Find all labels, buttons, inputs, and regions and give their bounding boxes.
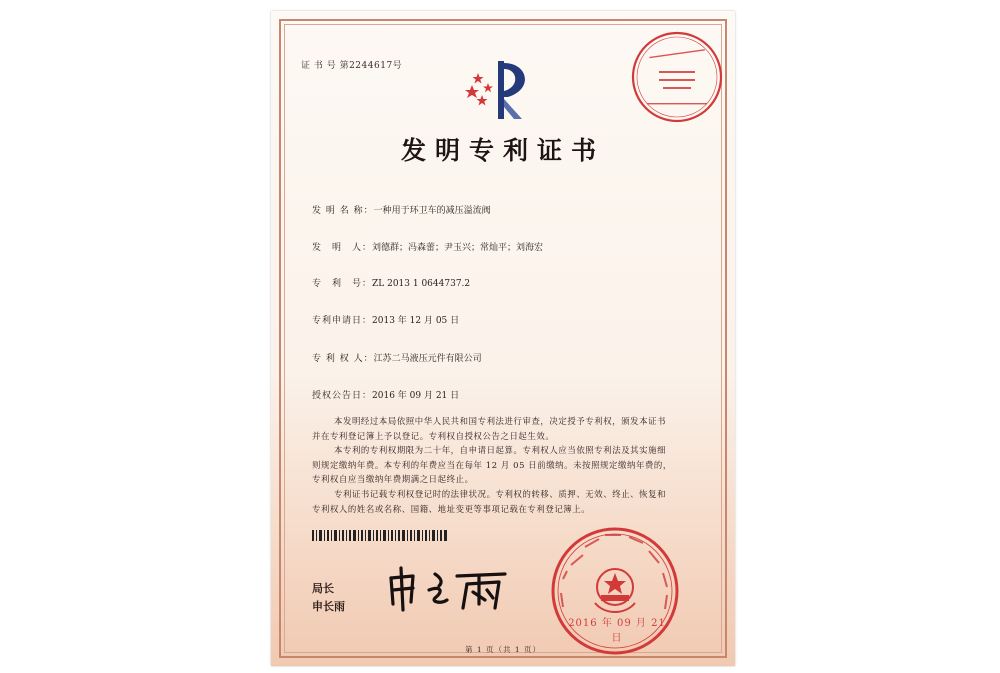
field-value: 刘德群；冯森蕾；尹玉兴；常灿平；刘海宏 bbox=[372, 243, 544, 253]
field-label: 发 明 人： bbox=[312, 243, 373, 253]
field-label: 专利申请日： bbox=[312, 316, 373, 326]
body-line: 专利证书记载专利权登记时的法律状况。专利权的转移、质押、无效、终止、恢复和 bbox=[334, 488, 667, 499]
field-label: 发 明 名 称： bbox=[312, 206, 374, 216]
page-footer: 第 1 页（共 1 页） bbox=[464, 645, 542, 654]
body-line: 并在专利登记簿上予以登记。专利权自授权公告之日起生效。 bbox=[312, 430, 555, 441]
body-line: 则规定缴纳年费。本专利的年费应当在每年 12 月 05 日前缴纳。未按照规定缴纳年费的， bbox=[312, 459, 672, 470]
field-label: 授权公告日： bbox=[312, 391, 373, 401]
director-signature bbox=[383, 564, 511, 612]
body-paragraph bbox=[312, 443, 704, 487]
body-line: 本发明经过本局依照中华人民共和国专利法进行审查，决定授予专利权，颁发本证书 bbox=[334, 416, 667, 426]
field-label: 专 利 权 人： bbox=[312, 354, 374, 364]
field-value: 一种用于环卫车的减压溢流阀 bbox=[373, 206, 491, 216]
cnipa-logo bbox=[464, 55, 544, 125]
certificate-body bbox=[312, 414, 704, 516]
field-value: 2016 年 09 月 21 日 bbox=[372, 391, 460, 401]
field-invention-name bbox=[312, 203, 491, 216]
field-label: 专 利 号： bbox=[312, 279, 373, 289]
seal-date: 2016 年 09 月 21 日 bbox=[568, 618, 666, 644]
field-inventors bbox=[312, 240, 543, 253]
field-value: 江苏二马液压元件有限公司 bbox=[373, 354, 482, 364]
patent-certificate bbox=[271, 11, 735, 666]
director-title: 局长 bbox=[312, 582, 334, 595]
certificate-number: 证 书 号 第2244617号 bbox=[301, 61, 403, 71]
field-value: ZL 2013 1 0644737.2 bbox=[372, 279, 471, 289]
body-line: 本专利的专利权期限为二十年，自申请日起算。专利权人应当依照专利法及其实施细 bbox=[334, 445, 667, 456]
body-line: 专利权自应当缴纳年费期满之日起终止。 bbox=[312, 474, 474, 485]
barcode bbox=[312, 530, 447, 541]
field-patentee bbox=[312, 351, 482, 364]
field-value: 2013 年 12 月 05 日 bbox=[372, 316, 460, 326]
field-application-date bbox=[312, 313, 459, 326]
field-patent-number bbox=[312, 276, 470, 289]
body-paragraph bbox=[312, 414, 704, 443]
field-grant-date bbox=[312, 388, 459, 401]
certificate-title: 发明专利证书 bbox=[400, 136, 605, 165]
body-line: 专利权人的姓名或名称、国籍、地址变更等事项记载在专利登记簿上。 bbox=[312, 503, 591, 514]
agency-seal-stamp bbox=[629, 29, 725, 125]
body-paragraph bbox=[312, 487, 704, 516]
director-name: 申长雨 bbox=[312, 600, 345, 613]
